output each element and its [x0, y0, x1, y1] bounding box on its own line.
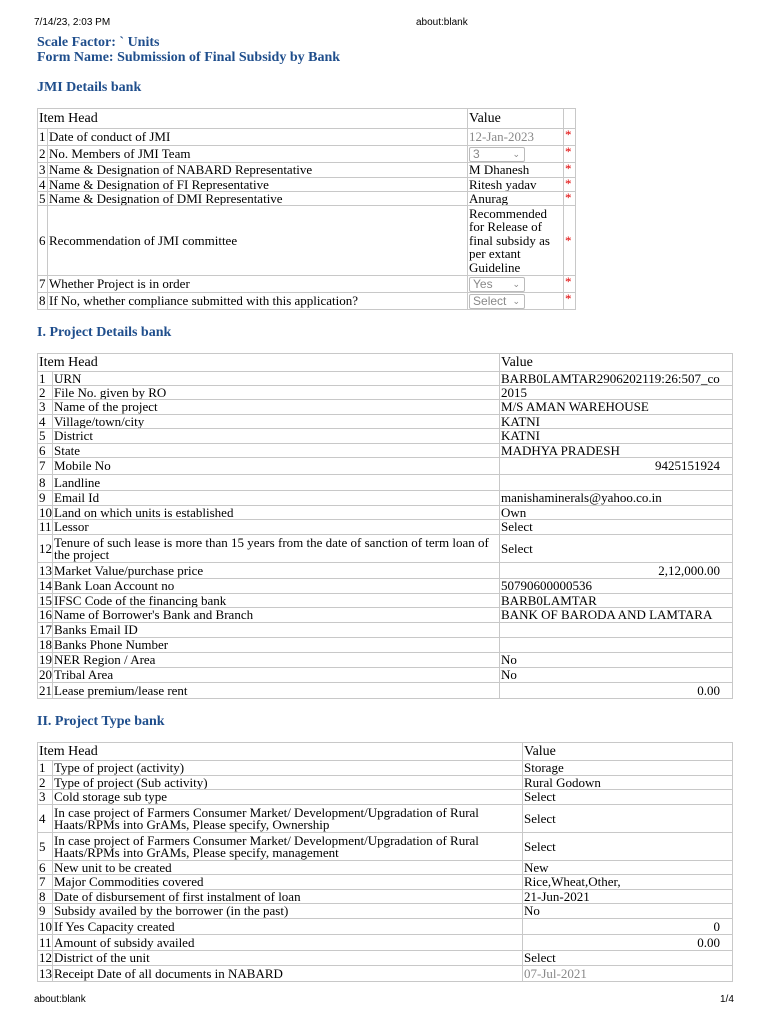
tribal-value: No [500, 668, 733, 683]
village-value: KATNI [500, 415, 733, 429]
item-head: Bank Loan Account no [53, 579, 500, 594]
subsidy-availed-value: No [523, 904, 733, 919]
item-head: Whether Project is in order [48, 276, 468, 293]
footer-url: about:blank [34, 994, 86, 1005]
required-marker: * [564, 146, 576, 163]
item-head: Name & Designation of FI Representative [48, 178, 468, 192]
project-type-section-title: II. Project Type bank [37, 714, 165, 729]
ptype-col-value: Value [523, 743, 733, 761]
bank-phone-value [500, 638, 733, 653]
row-number: 6 [38, 206, 48, 276]
jmi-col-item: Item Head [38, 109, 468, 129]
item-head: Name & Designation of DMI Representative [48, 192, 468, 206]
item-head: Name of the project [53, 400, 500, 415]
item-head: File No. given by RO [53, 386, 500, 400]
row-number: 2 [39, 146, 46, 161]
item-head: Date of conduct of JMI [48, 129, 468, 146]
row-number: 1 [38, 372, 53, 386]
project-col-value: Value [500, 354, 733, 372]
row-number: 9 [38, 904, 53, 919]
row-number: 6 [38, 444, 53, 458]
row-number: 5 [39, 191, 46, 206]
item-head: In case project of Farmers Consumer Market/ Development/Upgradation of Rural Haats/RPMs into GrAMs, Please specify, Ownership [53, 805, 523, 833]
row-number: 2 [38, 776, 53, 790]
required-marker: * [564, 163, 576, 178]
item-head: If Yes Capacity created [53, 919, 523, 935]
required-marker: * [564, 276, 576, 293]
jmi-members-select[interactable]: 3 ⌄ [469, 147, 525, 162]
item-head: If No, whether compliance submitted with this application? [48, 293, 468, 310]
row-number: 14 [39, 578, 52, 593]
row-number: 8 [39, 293, 46, 308]
project-col-item: Item Head [38, 354, 500, 372]
sub-activity-value: Rural Godown [523, 776, 733, 790]
row-number: 10 [39, 918, 52, 934]
required-marker: * [564, 192, 576, 206]
item-head: Recommendation of JMI committee [48, 206, 468, 276]
row-number: 1 [39, 129, 46, 144]
new-unit-value: New [523, 861, 733, 875]
item-head: District [53, 429, 500, 444]
page-number: 1/4 [720, 994, 734, 1005]
compliance-select[interactable]: Select ⌄ [469, 294, 525, 309]
item-head: No. Members of JMI Team [48, 146, 468, 163]
recommendation-textarea[interactable]: Recommended for Release of final subsidy as per extant Guideline [468, 206, 564, 276]
item-head: Banks Email ID [53, 623, 500, 638]
row-number: 6 [38, 861, 53, 875]
item-head: Type of project (activity) [53, 761, 523, 776]
item-head: Cold storage sub type [53, 790, 523, 805]
item-head: Landline [53, 475, 500, 491]
project-in-order-select[interactable]: Yes ⌄ [469, 277, 525, 292]
scale-factor: Scale Factor: ` Units [37, 35, 160, 50]
row-number: 18 [39, 637, 52, 652]
item-head: Name of Borrower's Bank and Branch [53, 608, 500, 623]
row-number: 12 [39, 950, 52, 965]
district-value: KATNI [500, 429, 733, 444]
item-head: Lease premium/lease rent [53, 683, 500, 699]
row-number: 3 [38, 790, 53, 805]
item-head: Subsidy availed by the borrower (in the past) [53, 904, 523, 919]
row-number: 9 [38, 491, 53, 506]
row-number: 7 [38, 458, 53, 475]
item-head: NER Region / Area [53, 653, 500, 668]
print-datetime: 7/14/23, 2:03 PM [34, 17, 111, 28]
ifsc-value: BARB0LAMTAR [500, 594, 733, 608]
item-head: Mobile No [53, 458, 500, 475]
jmi-date-input[interactable]: 12-Jan-2023 [468, 129, 564, 146]
landline-value [500, 475, 733, 491]
item-head: In case project of Farmers Consumer Market/ Development/Upgradation of Rural Haats/RPMs into GrAMs, Please specify, management [53, 833, 523, 861]
ptype-col-item: Item Head [38, 743, 523, 761]
row-number: 3 [38, 400, 53, 415]
item-head: Type of project (Sub activity) [53, 776, 523, 790]
item-head: State [53, 444, 500, 458]
item-head: URN [53, 372, 500, 386]
row-number: 10 [39, 505, 52, 520]
required-marker: * [564, 293, 576, 310]
state-value: MADHYA PRADESH [500, 444, 733, 458]
item-head: Lessor [53, 520, 500, 535]
print-url: about:blank [416, 17, 468, 28]
row-number: 7 [38, 875, 53, 890]
item-head: Name & Designation of NABARD Representative [48, 163, 468, 178]
bank-branch-value: BANK OF BARODA AND LAMTARA [500, 608, 733, 623]
row-number: 15 [39, 593, 52, 608]
item-head: Date of disbursement of first instalment of loan [53, 890, 523, 904]
management-value: Select [523, 833, 733, 861]
row-number: 2 [38, 386, 53, 400]
item-head: IFSC Code of the financing bank [53, 594, 500, 608]
lessor-value: Select [500, 520, 733, 535]
item-head: Land on which units is established [53, 506, 500, 520]
cold-storage-value: Select [523, 790, 733, 805]
item-head: Tenure of such lease is more than 15 years from the date of sanction of term loan of the project [53, 535, 500, 563]
row-number: 3 [39, 162, 46, 177]
project-details-table [37, 353, 733, 699]
row-number: 4 [38, 805, 53, 833]
required-marker: * [564, 206, 576, 276]
row-number: 13 [39, 562, 52, 578]
loan-account-value: 50790600000536 [500, 579, 733, 594]
subsidy-amount-value: 0.00 [523, 935, 733, 951]
bank-email-value [500, 623, 733, 638]
item-head: Email Id [53, 491, 500, 506]
capacity-value: 0 [523, 919, 733, 935]
jmi-section-title: JMI Details bank [37, 80, 142, 95]
lease-rent-value: 0.00 [500, 683, 733, 699]
row-number: 17 [39, 622, 52, 637]
row-number: 11 [39, 519, 52, 534]
commodities-value: Rice,Wheat,Other, [523, 875, 733, 890]
row-number: 20 [39, 667, 52, 682]
row-number: 5 [38, 833, 53, 861]
chevron-down-icon: ⌄ [512, 295, 521, 306]
market-value: 2,12,000.00 [500, 563, 733, 579]
chevron-down-icon: ⌄ [512, 148, 521, 159]
required-marker: * [564, 129, 576, 146]
row-number: 21 [39, 682, 52, 698]
item-head: Village/town/city [53, 415, 500, 429]
item-head: Amount of subsidy availed [53, 935, 523, 951]
receipt-date-input[interactable]: 07-Jul-2021 [523, 966, 733, 982]
row-number: 1 [38, 761, 53, 776]
jmi-table [37, 108, 576, 310]
disbursement-date-value: 21-Jun-2021 [523, 890, 733, 904]
row-number: 5 [38, 429, 53, 444]
lease-tenure-value: Select [500, 535, 733, 563]
item-head: Major Commodities covered [53, 875, 523, 890]
item-head: Market Value/purchase price [53, 563, 500, 579]
row-number: 8 [38, 475, 53, 491]
row-number: 8 [38, 890, 53, 904]
row-number: 12 [38, 535, 53, 563]
item-head: Receipt Date of all documents in NABARD [53, 966, 523, 982]
ner-value: No [500, 653, 733, 668]
activity-value: Storage [523, 761, 733, 776]
chevron-down-icon: ⌄ [512, 278, 521, 289]
email-value: manishaminerals@yahoo.co.in [500, 491, 733, 506]
project-section-title: I. Project Details bank [37, 325, 172, 340]
project-name-value: M/S AMAN WAREHOUSE [500, 400, 733, 415]
item-head: Banks Phone Number [53, 638, 500, 653]
row-number: 4 [39, 177, 46, 192]
unit-district-value: Select [523, 951, 733, 966]
item-head: Tribal Area [53, 668, 500, 683]
item-head: District of the unit [53, 951, 523, 966]
row-number: 13 [39, 965, 52, 981]
ownership-value: Select [523, 805, 733, 833]
row-number: 7 [39, 276, 46, 291]
project-type-table [37, 742, 733, 982]
dmi-rep-input[interactable]: Anurag [468, 192, 564, 206]
urn-value: BARB0LAMTAR2906202119:26:507_co [500, 372, 733, 386]
required-marker: * [564, 178, 576, 192]
row-number: 16 [39, 607, 52, 622]
row-number: 4 [38, 415, 53, 429]
jmi-col-value: Value [468, 109, 564, 129]
form-name: Form Name: Submission of Final Subsidy by Bank [37, 50, 341, 65]
nabard-rep-input[interactable]: M Dhanesh [468, 163, 564, 178]
item-head: New unit to be created [53, 861, 523, 875]
file-no-value: 2015 [500, 386, 733, 400]
fi-rep-input[interactable]: Ritesh yadav [468, 178, 564, 192]
row-number: 11 [39, 934, 52, 950]
mobile-value: 9425151924 [500, 458, 733, 475]
land-value: Own [500, 506, 733, 520]
row-number: 19 [39, 652, 52, 667]
